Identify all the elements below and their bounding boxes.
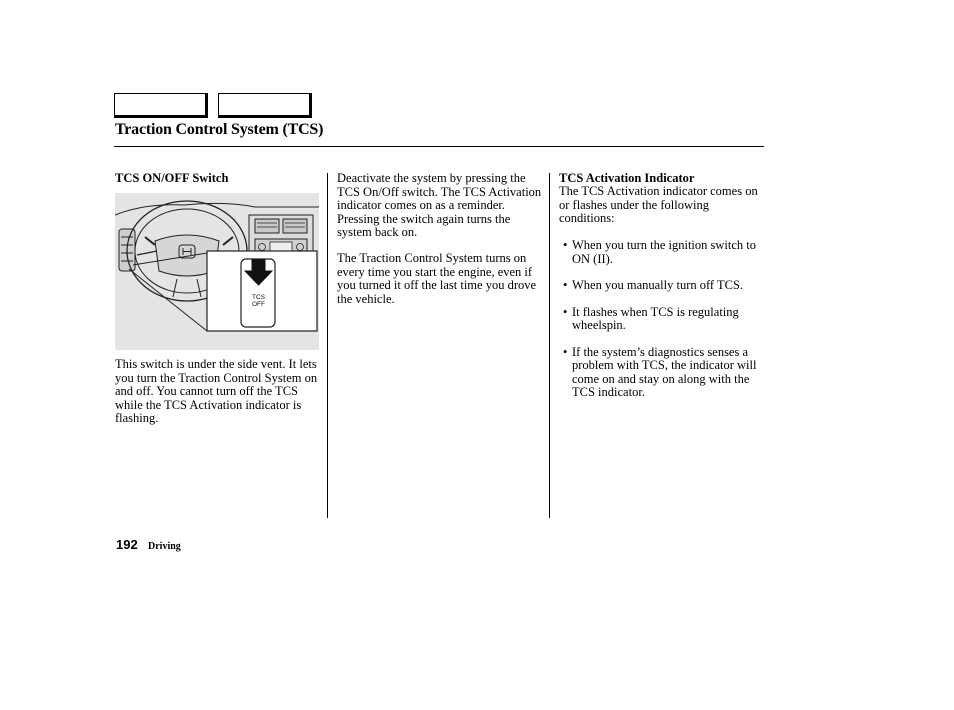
column-divider-right [549, 173, 550, 518]
column-divider-left [327, 173, 328, 518]
title-divider [114, 146, 764, 147]
page-title: Traction Control System (TCS) [115, 121, 324, 138]
switch-location-paragraph: This switch is under the side vent. It lets you turn the Traction Control System on and off. You cannot turn off the TCS while the TCS Activation indicator is flashing. [115, 357, 318, 425]
list-item: • When you manually turn off TCS. [559, 279, 764, 293]
conditions-list [559, 239, 764, 413]
page-number: 192 [116, 537, 138, 552]
startup-paragraph: The Traction Control System turns on every time you start the engine, even if you turned it off the last time you drove the vehicle. [337, 251, 537, 306]
nav-button-index[interactable] [218, 93, 312, 118]
list-item: • When you turn the ignition switch to ON (II). [559, 239, 764, 266]
switch-label-tcs: TCS [252, 294, 265, 301]
activation-indicator-heading: TCS Activation Indicator [559, 171, 695, 185]
tcs-switch-heading: TCS ON/OFF Switch [115, 171, 229, 185]
list-item: • If the system’s diagnostics senses a problem with TCS, the indicator will come on and stay on along with the TCS indicator. [559, 346, 764, 400]
dashboard-drawing [115, 193, 319, 350]
list-item: • It flashes when TCS is regulating wheelspin. [559, 306, 764, 333]
nav-button-contents[interactable] [114, 93, 208, 118]
dashboard-illustration [115, 193, 319, 350]
activation-indicator-intro: The TCS Activation indicator comes on or flashes under the following conditions: [559, 184, 758, 225]
switch-label-off: OFF [252, 301, 265, 308]
deactivate-paragraph: Deactivate the system by pressing the TCS On/Off switch. The TCS Activation indicator comes on as a reminder. Pressing the switch again turns the system back on. [337, 171, 542, 239]
section-name: Driving [148, 541, 181, 552]
